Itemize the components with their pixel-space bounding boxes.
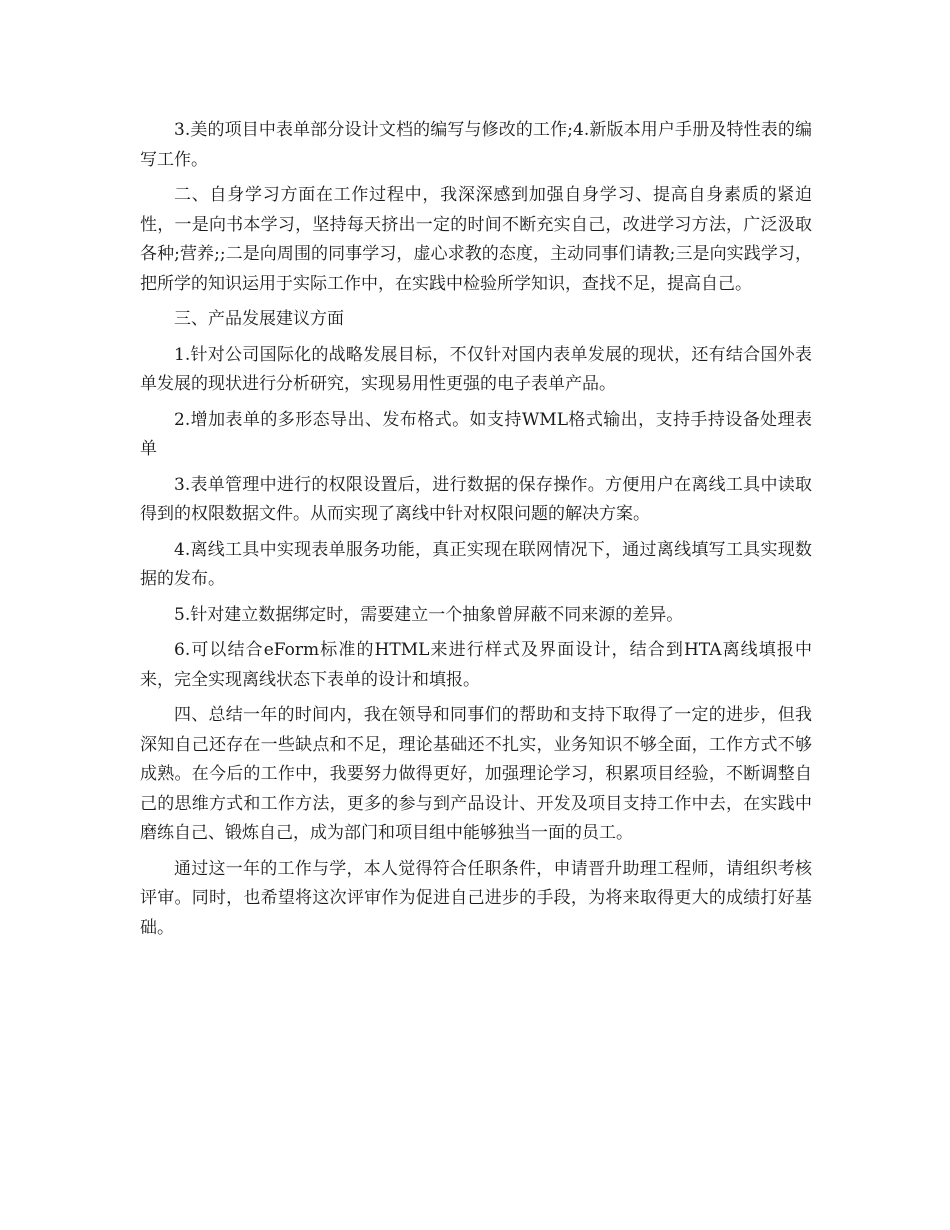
paragraph-item-3-5: 3.美的项目中表单部分设计文档的编写与修改的工作;4.新版本用户手册及特性表的编写工作。	[140, 120, 812, 170]
paragraph-suggestion-4: 4.离线工具中实现表单服务功能，真正实现在联网情况下，通过离线填写工具实现数据的发布。	[140, 539, 812, 589]
paragraph-conclusion: 通过这一年的工作与学，本人觉得符合任职条件，申请晋升助理工程师，请组织考核评审。同时，也希望将这次评审作为促进自己进步的手段，为将来取得更大的成绩打好基础。	[140, 858, 812, 938]
paragraph-self-study: 二、自身学习方面在工作过程中，我深深感到加强自身学习、提高自身素质的紧迫性，一是向书本学习，坚持每天挤出一定的时间不断充实自己，改进学习方法，广泛汲取各种;营养;;二是向周围的同事学习，虚心求教的态度，主动同事们请教;三是向实践学习，把所学的知识运用于实际工作中，在实践中检验所学知识，查找不足，提高自己。	[140, 185, 812, 294]
paragraph-suggestion-6: 6.可以结合eForm标准的HTML来进行样式及界面设计，结合到HTA离线填报中来，完全实现离线状态下表单的设计和填报。	[140, 640, 812, 690]
paragraph-suggestion-1: 1.针对公司国际化的战略发展目标，不仅针对国内表单发展的现状，还有结合国外表单发展的现状进行分析研究，实现易用性更强的电子表单产品。	[140, 344, 812, 394]
paragraph-suggestion-5: 5.针对建立数据绑定时，需要建立一个抽象曾屏蔽不同来源的差异。	[174, 604, 684, 625]
paragraph-heading-suggestions: 三、产品发展建议方面	[174, 309, 344, 329]
document-body	[140, 116, 812, 949]
paragraph-summary: 四、总结一年的时间内，我在领导和同事们的帮助和支持下取得了一定的进步，但我深知自己还存在一些缺点和不足，理论基础还不扎实，业务知识不够全面，工作方式不够成熟。在今后的工作中，我要努力做得更好，加强理论学习，积累项目经验，不断调整自己的思维方式和工作方法，更多的参与到产品设计、开发及项目支持工作中去，在实践中磨练自己、锻炼自己，成为部门和项目组中能够独当一面的员工。	[140, 705, 812, 843]
paragraph-suggestion-2: 2.增加表单的多形态导出、发布格式。如支持WML格式输出，支持手持设备处理表单	[140, 409, 812, 459]
paragraph-suggestion-3: 3.表单管理中进行的权限设置后，进行数据的保存操作。方便用户在离线工具中读取得到的权限数据文件。从而实现了离线中针对权限问题的解决方案。	[140, 474, 812, 524]
